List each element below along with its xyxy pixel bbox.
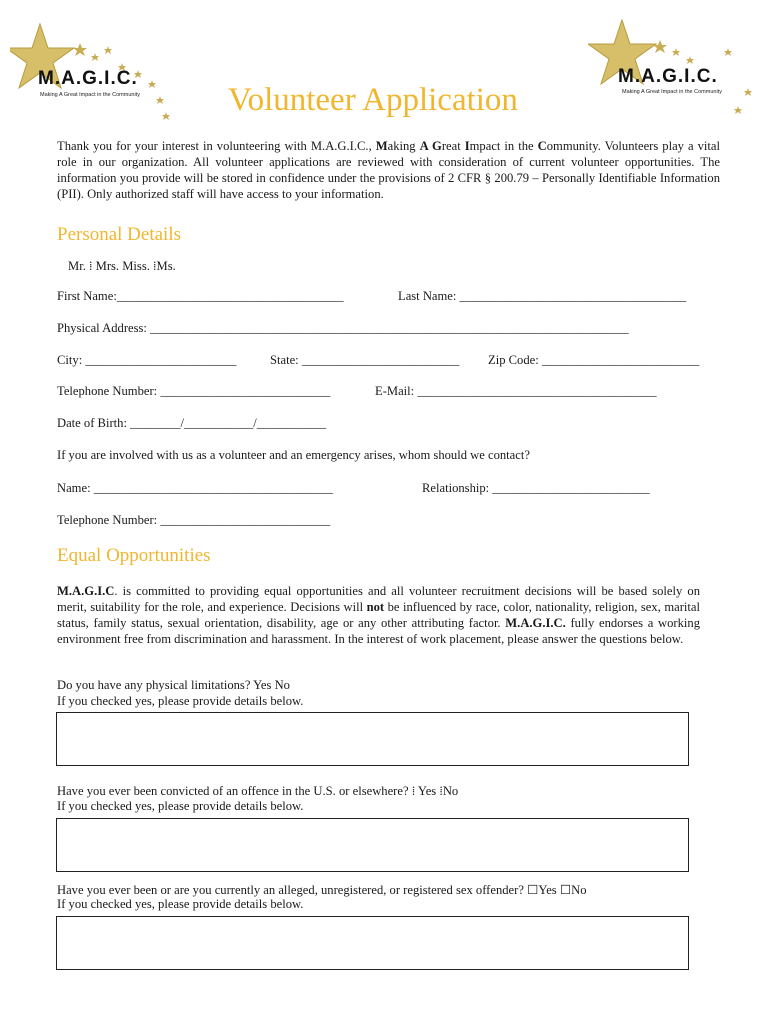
telephone-field[interactable]: Telephone Number: ___________________________ xyxy=(57,384,331,398)
details-textbox-limitations[interactable] xyxy=(56,712,689,766)
question-sex-offender[interactable]: Have you ever been or are you currently an alleged, unregistered, or registered sex offender? ☐Yes ☐No xyxy=(57,883,587,897)
magic-logo-left xyxy=(10,18,190,128)
section-personal-details: Personal Details xyxy=(57,224,182,245)
intro-paragraph: Thank you for your interest in volunteering with M.A.G.I.C., Making A Great Impact in the Community. Volunteers play a vital role in our organization. All volunteer applications are reviewed with consideration of current volunteer opportunities. The information you provide will be stored in confidence under the provisions of 2 CFR § 200.79 – Personally Identifiable Information (PII). Only authorized staff will have access to your information. xyxy=(57,139,720,201)
logo-text: M.A.G.I.C. xyxy=(38,68,138,89)
emergency-relationship-field[interactable]: Relationship: _________________________ xyxy=(422,481,650,495)
logo-tagline: Making A Great Impact in the Community xyxy=(40,92,140,98)
question-note: If you checked yes, please provide details below. xyxy=(57,799,304,813)
equal-opportunity-paragraph: M.A.G.I.C. is committed to providing equal opportunities and all volunteer recruitment decisions will be based solely on merit, suitability for the role, and experience. Decisions will not be influenced by race, color, nationality, religion, sex, marital status, family status, sexual orientation, disability, age or any other attributing factor. M.A.G.I.C. fully endorses a working environment free from discrimination and harassment. In the interest of work placement, please answer the questions below. xyxy=(57,584,700,646)
section-equal-opportunities: Equal Opportunities xyxy=(57,545,211,566)
question-note: If you checked yes, please provide details below. xyxy=(57,694,304,708)
details-textbox-conviction[interactable] xyxy=(56,818,689,872)
first-name-field[interactable]: First Name:____________________________________ xyxy=(57,289,344,303)
question-physical-limitations[interactable]: Do you have any physical limitations? Yes No xyxy=(57,678,290,692)
state-field[interactable]: State: _________________________ xyxy=(270,353,460,367)
magic-logo-right xyxy=(588,18,768,128)
logo-tagline: Making A Great Impact in the Community xyxy=(622,89,722,95)
logo-text: M.A.G.I.C. xyxy=(618,66,718,87)
email-field[interactable]: E-Mail: ______________________________________ xyxy=(375,384,657,398)
details-textbox-offender[interactable] xyxy=(56,916,689,970)
question-note: If you checked yes, please provide details below. xyxy=(57,897,304,911)
date-of-birth-field[interactable]: Date of Birth: ________/___________/___________ xyxy=(57,416,327,430)
physical-address-field[interactable]: Physical Address: ____________________________________________________________________________ xyxy=(57,321,629,335)
last-name-field[interactable]: Last Name: ____________________________________ xyxy=(398,289,687,303)
question-convicted[interactable]: Have you ever been convicted of an offence in the U.S. or elsewhere? ⁞ Yes ⁞No xyxy=(57,784,459,798)
zip-field[interactable]: Zip Code: _________________________ xyxy=(488,353,700,367)
city-field[interactable]: City: ________________________ xyxy=(57,353,237,367)
emergency-telephone-field[interactable]: Telephone Number: ___________________________ xyxy=(57,513,331,527)
emergency-question: If you are involved with us as a volunteer and an emergency arises, whom should we contact? xyxy=(57,448,530,462)
emergency-name-field[interactable]: Name: ______________________________________ xyxy=(57,481,333,495)
salutation-options[interactable]: Mr. ⁞ Mrs. Miss. ⁞Ms. xyxy=(68,259,176,273)
page-title: Volunteer Application xyxy=(228,82,518,118)
